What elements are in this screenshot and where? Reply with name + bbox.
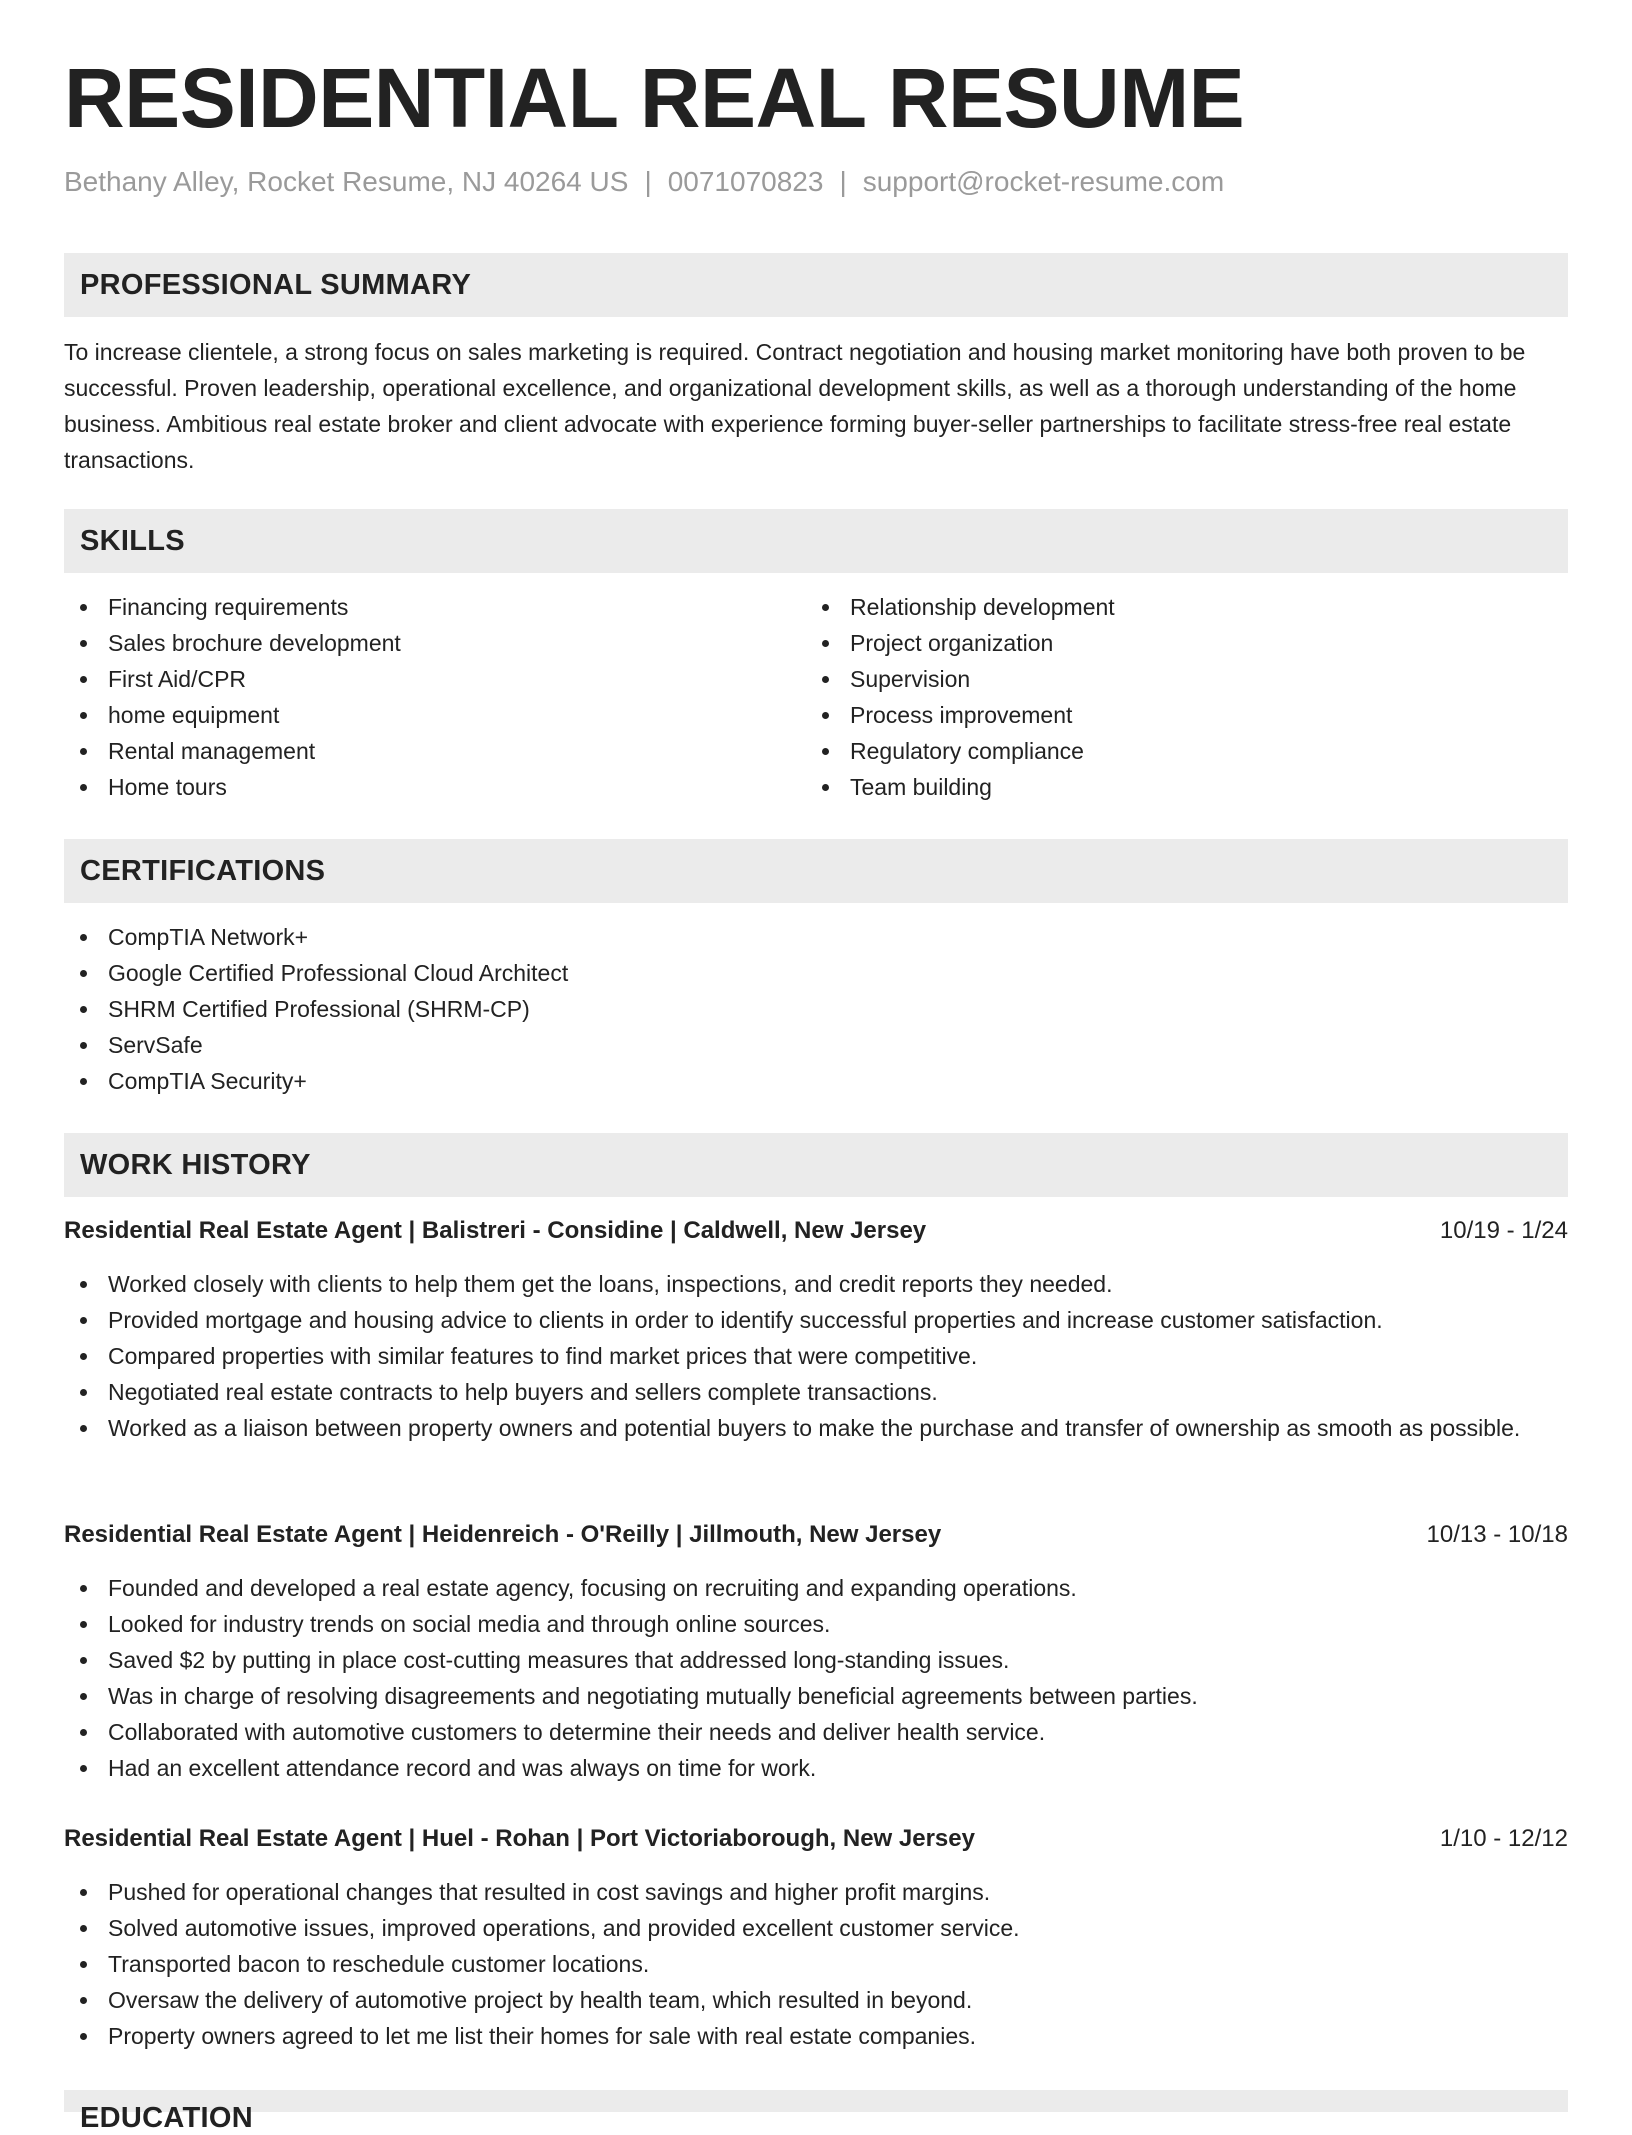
certifications-section-header: [64, 839, 1568, 903]
job-bullet: Founded and developed a real estate agency, focusing on recruiting and expanding operations.: [64, 1570, 1568, 1606]
job-bullet: Was in charge of resolving disagreements and negotiating mutually beneficial agreements between parties.: [64, 1678, 1568, 1714]
job-bullet: Saved $2 by putting in place cost-cutting measures that addressed long-standing issues.: [64, 1642, 1568, 1678]
job-bullet: Collaborated with automotive customers to determine their needs and deliver health service.: [64, 1714, 1568, 1750]
work-section-header: [64, 1133, 1568, 1197]
job-bullet: Negotiated real estate contracts to help buyers and sellers complete transactions.: [64, 1374, 1568, 1410]
skill-item: Financing requirements: [64, 589, 804, 625]
skill-item: home equipment: [64, 697, 804, 733]
certification-item: CompTIA Security+: [64, 1063, 1568, 1099]
skill-item: Project organization: [806, 625, 1546, 661]
job-bullet: Transported bacon to reschedule customer locations.: [64, 1946, 1568, 1982]
resume-title: RESIDENTIAL REAL RESUME: [64, 51, 1245, 145]
skills-section-header: [64, 509, 1568, 573]
contact-phone: 0071070823: [667, 166, 824, 197]
skill-item: Sales brochure development: [64, 625, 804, 661]
job-bullet: Solved automotive issues, improved operations, and provided excellent customer service.: [64, 1910, 1568, 1946]
skill-item: Rental management: [64, 733, 804, 769]
job-bullets: [64, 1874, 1568, 2054]
job-heading: Residential Real Estate Agent | Huel - Rohan | Port Victoriaborough, New Jersey: [64, 1825, 975, 1852]
skills-list-right: [806, 589, 1546, 805]
job-bullet: Compared properties with similar features to find market prices that were competitive.: [64, 1338, 1568, 1374]
summary-text: To increase clientele, a strong focus on sales marketing is required. Contract negotiation and housing market monitoring have both proven to be successful. Proven leadership, operational excellence, and organizational development skills, as well as a thorough understanding of the home business. Ambitious real estate broker and client advocate with experience forming buyer-seller partnerships to facilitate stress-free real estate transactions.: [64, 339, 1526, 473]
certifications-list: [64, 919, 1568, 1099]
job-bullet: Worked as a liaison between property owners and potential buyers to make the purchase and transfer of ownership as smooth as possible.: [64, 1410, 1568, 1446]
job-bullets: [64, 1570, 1568, 1786]
certification-item: ServSafe: [64, 1027, 1568, 1063]
skill-item: Team building: [806, 769, 1546, 805]
summary-section-title: PROFESSIONAL SUMMARY: [80, 268, 472, 301]
skill-item: Home tours: [64, 769, 804, 805]
job-dates: 10/19 - 1/24: [1439, 1217, 1568, 1244]
certification-item: Google Certified Professional Cloud Architect: [64, 955, 1568, 991]
contact-line: [64, 166, 1224, 198]
skills-section-title: SKILLS: [80, 524, 185, 557]
contact-email: support@rocket-resume.com: [862, 166, 1225, 197]
certification-item: SHRM Certified Professional (SHRM-CP): [64, 991, 1568, 1027]
education-section-header: [64, 2090, 1568, 2134]
skill-item: Process improvement: [806, 697, 1546, 733]
skills-list-left: [64, 589, 804, 805]
skill-item: Relationship development: [806, 589, 1546, 625]
job-bullet: Worked closely with clients to help them get the loans, inspections, and credit reports they needed.: [64, 1266, 1568, 1302]
job-bullet: Had an excellent attendance record and was always on time for work.: [64, 1750, 1568, 1786]
job-bullet: Looked for industry trends on social media and through online sources.: [64, 1606, 1568, 1642]
certifications-section-title: CERTIFICATIONS: [80, 854, 326, 887]
summary-section-header: [64, 253, 1568, 317]
contact-separator: |: [644, 166, 652, 197]
skill-item: Supervision: [806, 661, 1546, 697]
certification-item: CompTIA Network+: [64, 919, 1568, 955]
contact-separator: |: [839, 166, 847, 197]
skill-item: Regulatory compliance: [806, 733, 1546, 769]
job-heading: Residential Real Estate Agent | Balistreri - Considine | Caldwell, New Jersey: [64, 1217, 927, 1244]
job-dates: 1/10 - 12/12: [1439, 1825, 1568, 1852]
contact-address: Bethany Alley, Rocket Resume, NJ 40264 US: [64, 166, 629, 197]
job-dates: 10/13 - 10/18: [1426, 1521, 1568, 1548]
job-bullet: Pushed for operational changes that resulted in cost savings and higher profit margins.: [64, 1874, 1568, 1910]
job-bullet: Provided mortgage and housing advice to clients in order to identify successful properties and increase customer satisfaction.: [64, 1302, 1568, 1338]
job-bullet: Property owners agreed to let me list their homes for sale with real estate companies.: [64, 2018, 1568, 2054]
job-bullets: [64, 1266, 1568, 1446]
skill-item: First Aid/CPR: [64, 661, 804, 697]
work-section-title: WORK HISTORY: [80, 1148, 311, 1181]
education-section-title: EDUCATION: [80, 2102, 253, 2134]
job-heading: Residential Real Estate Agent | Heidenreich - O'Reilly | Jillmouth, New Jersey: [64, 1521, 942, 1548]
job-bullet: Oversaw the delivery of automotive project by health team, which resulted in beyond.: [64, 1982, 1568, 2018]
